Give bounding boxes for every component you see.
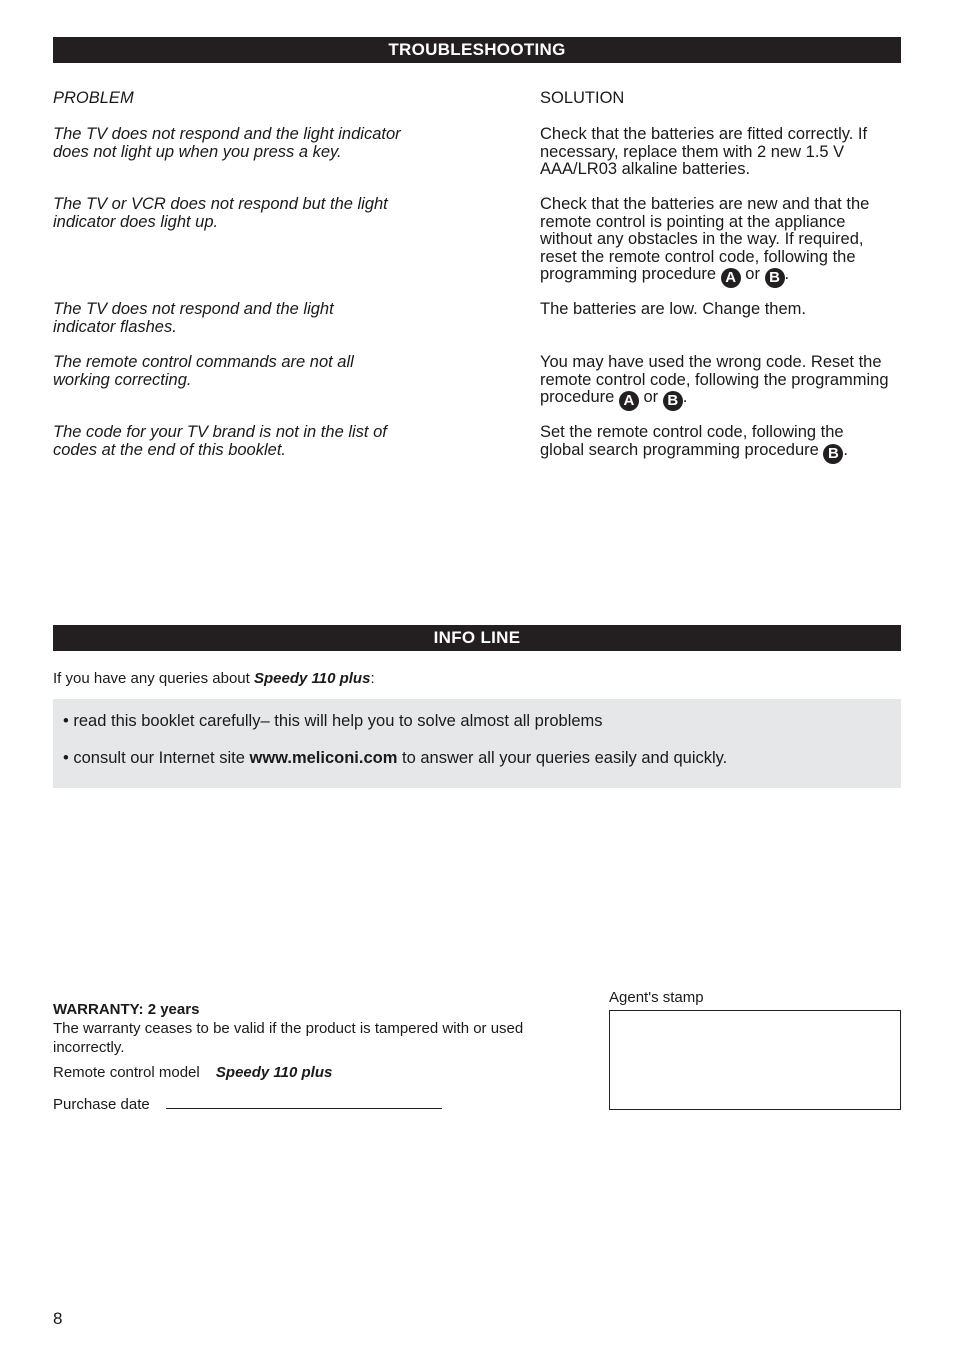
product-name: Speedy 110 plus bbox=[253, 670, 371, 687]
info-line-header: INFO LINE bbox=[53, 625, 901, 651]
procedure-b-badge: B bbox=[765, 268, 785, 288]
info-intro bbox=[53, 669, 375, 688]
stamp-label: Agent's stamp bbox=[609, 989, 704, 1006]
purchase-date-line[interactable] bbox=[166, 1108, 442, 1109]
procedure-a-badge: A bbox=[619, 391, 639, 411]
info-bullet-1 bbox=[63, 711, 603, 731]
page-number: 8 bbox=[53, 1309, 63, 1328]
bullet-2-prefix: consult our Internet site bbox=[73, 749, 250, 767]
model-label: Remote control model bbox=[53, 1064, 200, 1081]
bullet-1-text: read this booklet carefully– this will help you to solve almost all problems bbox=[73, 712, 603, 730]
solution-4 bbox=[540, 354, 890, 411]
procedure-b-badge: B bbox=[663, 391, 683, 411]
problem-5: The code for your TV brand is not in the list of codes at the end of this booklet. bbox=[53, 423, 387, 459]
procedure-a-badge: A bbox=[721, 268, 741, 288]
info-box bbox=[53, 699, 901, 788]
solution-3: The batteries are low. Change them. bbox=[540, 300, 806, 318]
model-value: Speedy 110 plus bbox=[215, 1064, 333, 1081]
solution-2 bbox=[540, 196, 902, 288]
solution-5-text: Set the remote control code, following the global search programming procedure bbox=[540, 423, 844, 459]
bullet-mark: • bbox=[63, 749, 69, 767]
website-link[interactable]: www.meliconi.com bbox=[249, 749, 398, 767]
solution-5 bbox=[540, 424, 890, 464]
problem-2: The TV or VCR does not respond but the light indicator does light up. bbox=[53, 195, 388, 231]
period: . bbox=[682, 388, 688, 406]
purchase-row bbox=[53, 1095, 150, 1114]
problem-1: The TV does not respond and the light indicator does not light up when you press a key. bbox=[53, 125, 401, 161]
info-intro-prefix: If you have any queries about bbox=[53, 670, 254, 687]
bullet-mark: • bbox=[63, 712, 69, 730]
or-text: or bbox=[745, 265, 760, 283]
problem-column-header: PROBLEM bbox=[53, 89, 134, 107]
warranty-text: The warranty ceases to be valid if the product is tampered with or used incorrectly. bbox=[53, 1020, 524, 1056]
or-text: or bbox=[643, 388, 659, 406]
period: . bbox=[843, 440, 849, 459]
bullet-2-suffix: to answer all your queries easily and quickly. bbox=[397, 749, 728, 767]
troubleshooting-header: TROUBLESHOOTING bbox=[53, 37, 901, 63]
solution-4-text: You may have used the wrong code. Reset the remote control code, following the programming procedure bbox=[540, 353, 889, 406]
problem-4: The remote control commands are not all working correcting. bbox=[53, 353, 354, 389]
model-row bbox=[53, 1063, 332, 1082]
problem-3: The TV does not respond and the light indicator flashes. bbox=[53, 300, 334, 336]
info-intro-suffix: : bbox=[370, 670, 375, 687]
period: . bbox=[784, 265, 790, 283]
solution-1: Check that the batteries are fitted correctly. If necessary, replace them with 2 new 1.5 V AAA/LR03 alkaline batteries. bbox=[540, 125, 868, 178]
info-bullet-2 bbox=[63, 748, 727, 768]
agent-stamp-box bbox=[609, 1010, 901, 1110]
solution-column-header: SOLUTION bbox=[540, 89, 625, 107]
purchase-label: Purchase date bbox=[53, 1096, 150, 1113]
procedure-b-badge: B bbox=[823, 444, 843, 464]
solution-2-text: Check that the batteries are new and that the remote control is pointing at the appliance without any obstacles in the way. If required, reset the remote control code, following the programming procedure bbox=[540, 195, 870, 283]
warranty-title: WARRANTY: 2 years bbox=[53, 1001, 200, 1018]
